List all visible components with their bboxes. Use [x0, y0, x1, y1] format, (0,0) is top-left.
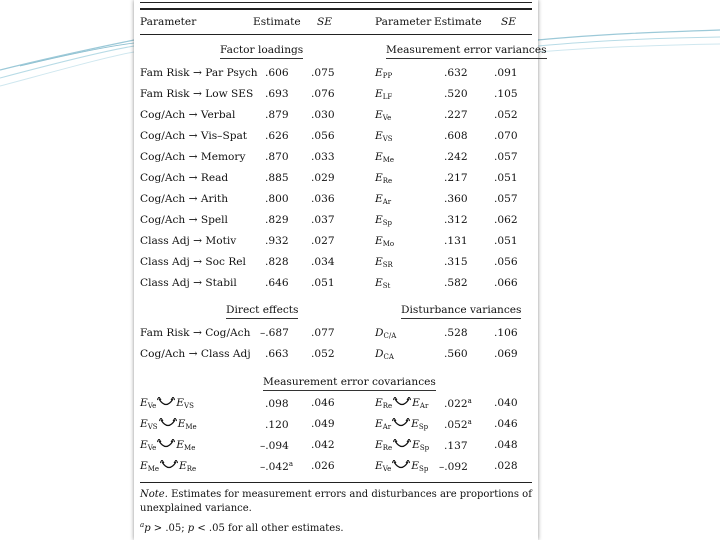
- error-variance-se: .057: [494, 193, 518, 205]
- covariance-term-b: [176, 397, 194, 409]
- covariance-significance-mark: a: [288, 460, 294, 468]
- covariance-estimate-value: .052: [444, 419, 468, 431]
- error-variance-parameter-sub: Ve: [382, 114, 392, 122]
- table-bottom-rule: [140, 482, 532, 483]
- error-variance-parameter-base: E: [375, 151, 383, 163]
- table-row: [134, 214, 538, 230]
- factor-loading-se: .056: [311, 130, 335, 142]
- error-variance-parameter-base: E: [375, 172, 383, 184]
- section-direct-effects: Direct effects: [226, 304, 298, 316]
- covariance-term-b: [176, 439, 195, 451]
- direct-effect-se: .052: [311, 348, 335, 360]
- disturbance-variance-se: .069: [494, 348, 518, 360]
- error-variance-parameter-base: E: [375, 67, 383, 79]
- error-variance-parameter-sub: SR: [382, 261, 393, 269]
- table-row: [134, 67, 538, 83]
- covariance-term-a: [375, 439, 392, 451]
- error-variance-se: .051: [494, 172, 518, 184]
- error-variance-se: .062: [494, 214, 518, 226]
- table-note: [140, 488, 532, 516]
- covariance-estimate-value: .022: [444, 398, 468, 410]
- error-variance-parameter: [375, 214, 392, 227]
- covariance-term-a: [140, 397, 156, 409]
- error-variance-parameter: [375, 193, 391, 206]
- error-variance-parameter: [375, 130, 393, 143]
- error-variance-parameter-sub: PP: [382, 72, 393, 80]
- covariance-estimate: [265, 418, 289, 431]
- error-variance-parameter-sub: Ar: [382, 198, 392, 206]
- disturbance-variance-parameter: [375, 327, 396, 340]
- header-se-left: SE: [317, 16, 332, 28]
- table-row: [134, 130, 538, 146]
- error-variance-parameter-sub: Sp: [382, 219, 393, 227]
- covariance-term-a-base: E: [140, 418, 148, 430]
- direct-effect-parameter: Fam Risk → Cog/Ach: [140, 327, 251, 339]
- error-variance-estimate: .582: [444, 277, 468, 289]
- error-variance-se: .105: [494, 88, 518, 100]
- error-variance-estimate: .520: [444, 88, 468, 100]
- covariance-term-a-sub: Ar: [382, 423, 392, 431]
- covariance-term-b: [412, 397, 428, 409]
- covariance-estimate-value: –.094: [260, 440, 289, 452]
- error-variance-se: .052: [494, 109, 518, 121]
- factor-loading-parameter: Cog/Ach → Arith: [140, 193, 229, 205]
- covariance-term-a-sub: Re: [382, 402, 393, 410]
- factor-loading-parameter: Class Adj → Stabil: [140, 277, 237, 289]
- factor-loading-se: .029: [311, 172, 335, 184]
- table-row: [134, 348, 538, 364]
- covariance-parameter: [375, 418, 428, 431]
- factor-loading-estimate: .606: [265, 67, 289, 79]
- error-variance-se: .091: [494, 67, 518, 79]
- error-variance-estimate: .242: [444, 151, 468, 163]
- table-row: [134, 397, 538, 413]
- covariance-term-a-sub: Ve: [147, 444, 157, 452]
- direct-effect-parameter: Cog/Ach → Class Adj: [140, 348, 251, 360]
- section-factor-loadings: Factor loadings: [220, 44, 303, 56]
- covariance-estimate-value: .120: [265, 419, 289, 431]
- table-row: [134, 88, 538, 104]
- covariance-term-a: [140, 418, 158, 430]
- covariance-term-b: [411, 418, 428, 430]
- error-variance-estimate: .632: [444, 67, 468, 79]
- double-arrow-icon: [159, 460, 179, 472]
- covariance-estimate-value: –.042: [260, 461, 289, 473]
- table-row: [134, 151, 538, 167]
- factor-loading-se: .051: [311, 277, 335, 289]
- covariance-term-a-sub: Re: [382, 444, 393, 452]
- error-variance-parameter: [375, 151, 394, 164]
- factor-loading-estimate: .870: [265, 151, 289, 163]
- covariance-significance-mark: a: [467, 397, 472, 405]
- covariance-term-b-base: E: [176, 439, 185, 451]
- error-variance-parameter-sub: Mo: [382, 240, 395, 248]
- covariance-term-b: [178, 418, 197, 430]
- error-variance-parameter: [375, 277, 390, 290]
- covariance-estimate: [444, 439, 468, 452]
- covariance-term-a-base: E: [375, 397, 383, 409]
- direct-effect-se: .077: [311, 327, 335, 339]
- footnote-mark: a: [140, 521, 145, 529]
- error-variance-parameter-sub: Me: [382, 156, 395, 164]
- factor-loading-estimate: .800: [265, 193, 289, 205]
- covariance-term-b: [411, 460, 428, 472]
- covariance-term-a-sub: Ve: [382, 465, 392, 473]
- double-arrow-icon: [156, 397, 176, 409]
- error-variance-parameter-base: E: [375, 130, 383, 142]
- error-variance-se: .051: [494, 235, 518, 247]
- header-estimate-left: Estimate: [253, 16, 301, 28]
- covariance-parameter: [140, 460, 196, 473]
- covariance-term-a-sub: VS: [147, 423, 158, 431]
- covariance-parameter: [375, 460, 428, 473]
- covariance-term-a: [140, 439, 156, 451]
- covariance-estimate: [444, 418, 472, 431]
- covariance-se: .040: [494, 397, 518, 409]
- covariance-parameter: [375, 439, 429, 452]
- covariance-term-a-sub: Ve: [147, 402, 157, 410]
- covariance-se: .046: [311, 397, 335, 409]
- factor-loading-parameter: Cog/Ach → Memory: [140, 151, 246, 163]
- covariance-parameter: [140, 439, 195, 452]
- factor-loading-estimate: .879: [265, 109, 289, 121]
- table-row: [134, 235, 538, 251]
- disturbance-variance-parameter-base: D: [375, 348, 384, 360]
- table-row: [134, 193, 538, 209]
- factor-loading-estimate: .646: [265, 277, 289, 289]
- factor-loading-se: .034: [311, 256, 335, 268]
- double-arrow-icon: [158, 418, 178, 430]
- error-variance-parameter-sub: St: [382, 282, 391, 290]
- covariance-term-a-base: E: [140, 439, 148, 451]
- covariance-se: .048: [494, 439, 518, 451]
- covariance-estimate: [265, 397, 289, 410]
- error-variance-estimate: .217: [444, 172, 468, 184]
- header-parameter-right: Parameter: [375, 16, 432, 28]
- header-top-rule: [140, 8, 532, 10]
- factor-loading-parameter: Cog/Ach → Spell: [140, 214, 228, 226]
- factor-loading-parameter: Fam Risk → Par Psych: [140, 67, 258, 79]
- error-variance-parameter-base: E: [375, 193, 383, 205]
- section-measurement-error-covariances: Measurement error covariances: [263, 376, 436, 388]
- double-arrow-icon: [391, 460, 411, 472]
- error-variance-parameter-base: E: [375, 88, 383, 100]
- error-variance-se: .056: [494, 256, 518, 268]
- error-variance-estimate: .227: [444, 109, 468, 121]
- factor-loading-se: .033: [311, 151, 335, 163]
- disturbance-variance-parameter-base: D: [375, 327, 384, 339]
- factor-loading-parameter: Class Adj → Soc Rel: [140, 256, 246, 268]
- covariance-se: .046: [494, 418, 518, 430]
- covariance-term-a-base: E: [375, 460, 383, 472]
- error-variance-estimate: .131: [444, 235, 468, 247]
- covariance-estimate-value: .098: [265, 398, 289, 410]
- error-variance-parameter-base: E: [375, 235, 383, 247]
- error-variance-estimate: .312: [444, 214, 468, 226]
- error-variance-parameter-base: E: [375, 277, 383, 289]
- covariance-term-a-base: E: [375, 418, 383, 430]
- error-variance-parameter-base: E: [375, 256, 383, 268]
- covariance-term-a-sub: Me: [147, 465, 160, 473]
- error-variance-estimate: .608: [444, 130, 468, 142]
- section-measurement-error-variances: Measurement error variances: [386, 44, 547, 56]
- header-estimate-right: Estimate: [434, 16, 482, 28]
- covariance-parameter: [375, 397, 428, 410]
- covariance-significance-mark: a: [467, 418, 472, 426]
- covariance-estimate: [260, 439, 289, 452]
- double-arrow-icon: [156, 439, 176, 451]
- table-row: [134, 172, 538, 188]
- double-arrow-icon: [392, 439, 412, 451]
- error-variance-se: .066: [494, 277, 518, 289]
- factor-loading-se: .030: [311, 109, 335, 121]
- header-bottom-rule: [140, 34, 532, 35]
- covariance-se: .026: [311, 460, 335, 472]
- error-variance-parameter-sub: Re: [382, 177, 393, 185]
- error-variance-se: .057: [494, 151, 518, 163]
- covariance-term-b: [412, 439, 429, 451]
- covariance-term-b-base: E: [177, 418, 186, 430]
- covariance-term-b-sub: VS: [184, 402, 194, 410]
- covariance-term-a-base: E: [140, 397, 148, 409]
- table-row: [134, 327, 538, 343]
- error-variance-se: .070: [494, 130, 518, 142]
- factor-loading-estimate: .885: [265, 172, 289, 184]
- covariance-term-a: [375, 397, 392, 409]
- covariance-term-b-base: E: [411, 460, 420, 472]
- disturbance-variance-estimate: .560: [444, 348, 468, 360]
- factor-loading-estimate: .829: [265, 214, 289, 226]
- table-row: [134, 439, 538, 455]
- covariance-term-b-base: E: [176, 397, 185, 409]
- covariance-parameter: [140, 418, 197, 431]
- table-footnote: $^a$p > .05; p < .05 for all other estimates.: [140, 521, 344, 534]
- covariance-se: .028: [494, 460, 518, 472]
- disturbance-variance-parameter: [375, 348, 394, 361]
- top-rule: [140, 2, 532, 3]
- factor-loading-se: .075: [311, 67, 335, 79]
- factor-loading-parameter: Cog/Ach → Vis–Spat: [140, 130, 248, 142]
- factor-loading-parameter: Cog/Ach → Read: [140, 172, 229, 184]
- covariance-term-a: [375, 460, 391, 472]
- covariance-term-b-sub: Me: [184, 444, 196, 452]
- disturbance-variance-parameter-sub: C/A: [383, 332, 397, 340]
- header-parameter-left: Parameter: [140, 16, 197, 28]
- section-disturbance-variances: Disturbance variances: [401, 304, 521, 316]
- covariance-term-b-sub: Me: [185, 423, 197, 431]
- direct-effect-estimate: .663: [265, 348, 289, 360]
- table-document: [134, 0, 547, 540]
- covariance-term-b-sub: Ar: [419, 402, 429, 410]
- table-row: [134, 256, 538, 272]
- covariance-estimate: [439, 460, 468, 473]
- covariance-se: .049: [311, 418, 335, 430]
- covariance-term-a: [375, 418, 391, 430]
- error-variance-parameter: [375, 172, 392, 185]
- covariance-term-b-sub: Re: [186, 465, 197, 473]
- error-variance-parameter-base: E: [375, 109, 383, 121]
- factor-loading-se: .076: [311, 88, 335, 100]
- factor-loading-estimate: .828: [265, 256, 289, 268]
- error-variance-parameter-sub: LF: [382, 93, 393, 101]
- error-variance-parameter: [375, 67, 392, 80]
- disturbance-variance-se: .106: [494, 327, 518, 339]
- factor-loading-se: .036: [311, 193, 335, 205]
- covariance-term-b-sub: Sp: [419, 444, 430, 452]
- header-se-right: SE: [501, 16, 516, 28]
- double-arrow-icon: [392, 397, 412, 409]
- factor-loading-parameter: Class Adj → Motiv: [140, 235, 237, 247]
- factor-loading-estimate: .932: [265, 235, 289, 247]
- error-variance-parameter: [375, 88, 392, 101]
- direct-effect-estimate: –.687: [260, 327, 289, 339]
- covariance-term-b-sub: Sp: [418, 423, 429, 431]
- factor-loading-parameter: Cog/Ach → Verbal: [140, 109, 236, 121]
- error-variance-parameter: [375, 256, 393, 269]
- covariance-estimate: [444, 397, 472, 410]
- note-text: Estimates for measurement errors and disturbances are proportions of unexplained variance.: [140, 489, 532, 514]
- covariance-term-a: [140, 460, 159, 472]
- error-variance-parameter: [375, 235, 394, 248]
- covariance-estimate: [260, 460, 293, 473]
- covariance-parameter: [140, 397, 194, 410]
- table-row: [134, 277, 538, 293]
- factor-loading-parameter: Fam Risk → Low SES: [140, 88, 254, 100]
- factor-loading-se: .027: [311, 235, 335, 247]
- covariance-term-b-base: E: [412, 439, 420, 451]
- factor-loading-estimate: .626: [265, 130, 289, 142]
- error-variance-estimate: .315: [444, 256, 468, 268]
- note-label: Note.: [140, 489, 168, 500]
- disturbance-variance-estimate: .528: [444, 327, 468, 339]
- factor-loading-se: .037: [311, 214, 335, 226]
- error-variance-estimate: .360: [444, 193, 468, 205]
- covariance-se: .042: [311, 439, 335, 451]
- error-variance-parameter-base: E: [375, 214, 383, 226]
- covariance-term-a-base: E: [140, 460, 148, 472]
- table-row: [134, 109, 538, 125]
- covariance-term-b-base: E: [179, 460, 187, 472]
- table-row: [134, 460, 538, 476]
- covariance-term-a-base: E: [375, 439, 383, 451]
- error-variance-parameter: [375, 109, 391, 122]
- disturbance-variance-parameter-sub: CA: [383, 353, 394, 361]
- covariance-term-b-base: E: [412, 397, 420, 409]
- covariance-term-b-base: E: [411, 418, 419, 430]
- covariance-estimate-value: .137: [444, 440, 468, 452]
- factor-loading-estimate: .693: [265, 88, 289, 100]
- covariance-term-b-sub: Sp: [419, 465, 429, 473]
- covariance-estimate-value: –.092: [439, 461, 468, 473]
- error-variance-parameter-sub: VS: [382, 135, 393, 143]
- table-row: [134, 418, 538, 434]
- double-arrow-icon: [391, 418, 411, 430]
- covariance-term-b: [179, 460, 196, 472]
